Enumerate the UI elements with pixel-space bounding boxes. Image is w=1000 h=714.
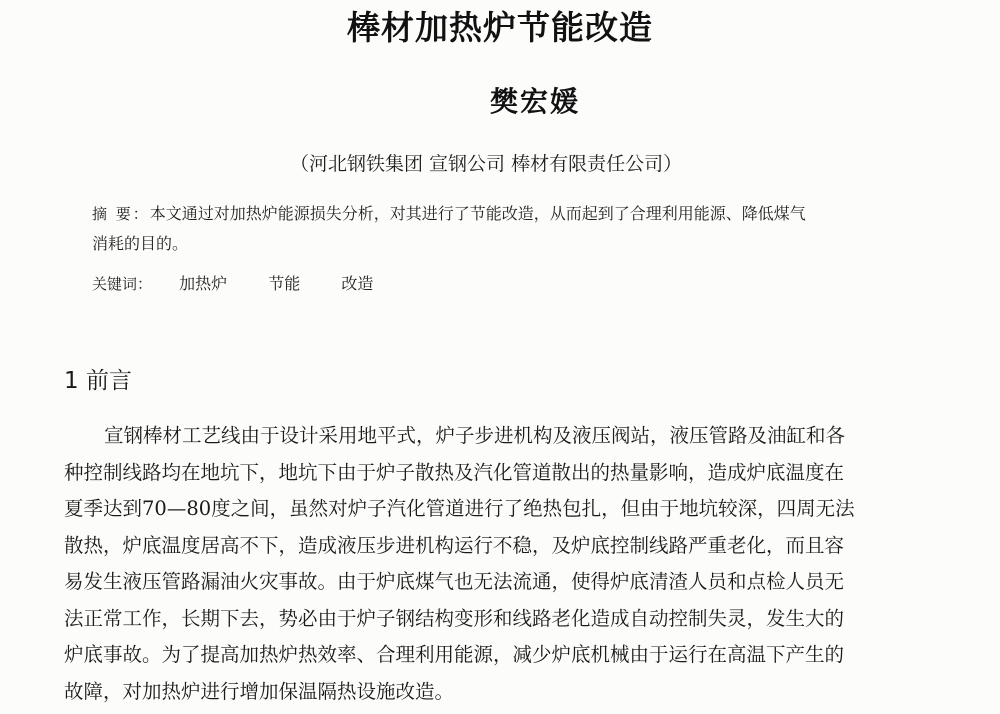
body-line: 宣钢棒材工艺线由于设计采用地平式，炉子步进机构及液压阀站，液压管路及油缸和各: [104, 424, 846, 447]
abstract-label: 摘 要：: [92, 205, 150, 223]
abstract-text-line-2: 消耗的目的。: [92, 234, 189, 253]
author-name: 樊宏媛: [490, 85, 581, 118]
body-line: 易发生液压管路漏油火灾事故。由于炉底煤气也无法流通，使得炉底清渣人员和点检人员无: [64, 570, 845, 593]
body-line: 夏季达到70—80度之间，虽然对炉子汽化管道进行了绝热包扎，但由于地坑较深，四周无法: [64, 497, 855, 520]
keyword-item: 改造: [341, 274, 374, 293]
section-heading: 1 前言: [64, 368, 132, 394]
keywords: [92, 271, 409, 294]
keywords-label: 关键词：: [92, 275, 153, 293]
paper-title: 棒材加热炉节能改造: [347, 8, 653, 47]
abstract: [92, 199, 952, 259]
section-body: [64, 418, 944, 710]
body-line: 散热，炉底温度居高不下，造成液压步进机构运行不稳，及炉底控制线路严重老化，而且容: [64, 533, 845, 557]
body-line: 炉底事故。为了提高加热炉热效率、合理利用能源，减少炉底机械由于运行在高温下产生的: [64, 643, 845, 666]
author-affiliation: （河北钢铁集团 宣钢公司 棒材有限责任公司）: [290, 153, 683, 175]
keyword-item: 节能: [268, 274, 301, 293]
body-line: 法正常工作，长期下去，势必由于炉子钢结构变形和线路老化造成自动控制失灵，发生大的: [64, 606, 845, 630]
abstract-text-line-1: 本文通过对加热炉能源损失分析，对其进行了节能改造，从而起到了合理利用能源、降低煤气: [149, 204, 806, 223]
body-line: 种控制线路均在地坑下，地坑下由于炉子散热及汽化管道散出的热量影响，造成炉底温度在: [64, 460, 845, 484]
body-line: 故障，对加热炉进行增加保温隔热设施改造。: [64, 679, 455, 703]
keyword-item: 加热炉: [179, 274, 228, 293]
